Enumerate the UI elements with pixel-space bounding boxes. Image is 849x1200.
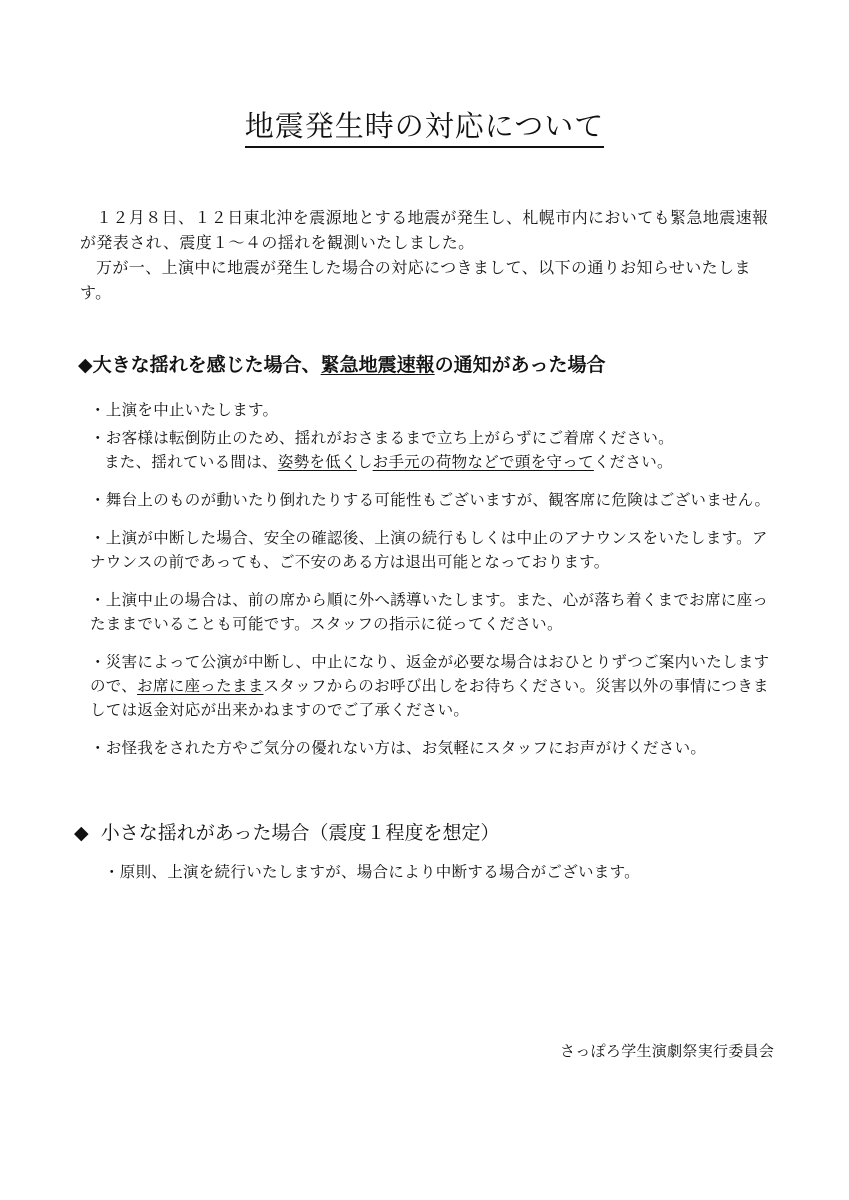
text: ・災害によって公演が中断し、中止になり、返金が必要な場合はおひとりずつご案内いたしますので、 [90,653,770,695]
section2-list [104,860,794,884]
list-item: ・原則、上演を続行いたしますが、場合により中断する場合がございます。 [104,863,640,881]
list-item: ・上演を中止いたします。 [90,401,279,419]
intro-paragraph-1: １２月８日、１２日東北沖を震源地とする地震が発生し、札幌市内においても緊急地震速報が発表され、震度１〜４の揺れを観測いたしました。 [80,208,769,252]
list-item: ・お怪我をされた方やご気分の優れない方は、お気軽にスタッフにお声がけください。 [90,739,707,757]
intro-text [80,205,770,305]
organizer-signature: さっぽろ学生演劇祭実行委員会 [560,1042,775,1060]
text: スタッフからのお呼び出しをお待ちください。災害以外の事情につきましては返金対応が出来かねますのでご了承ください。 [90,677,769,719]
section-heading-small-shaking [74,818,500,845]
section1-list [90,398,780,760]
list-item: ・上演が中断した場合、安全の確認後、上演の続行もしくは中止のアナウンスをいたします。アナウンスの前であっても、ご不安のある方は退出可能となっております。 [90,529,768,571]
heading-text: 小さな揺れがあった場合（震度１程度を想定） [100,822,500,844]
list-item-continuation [90,450,780,474]
heading-text-end: の通知があった場合 [434,354,606,376]
list-item: ・上演中止の場合は、前の席から順に外へ誘導いたします。また、心が落ち着くまでお席に座ったままでいることも可能です。スタッフの指示に従ってください。 [90,591,769,633]
section-heading-large-shaking [78,350,605,377]
heading-underlined-text: 緊急地震速報 [320,354,435,376]
heading-text: 大きな揺れを感じた場合、 [92,354,321,376]
underlined-text: お席に座ったまま [137,677,264,695]
underlined-text: お手元の荷物などで頭を守って [372,453,594,471]
list-item [90,650,780,722]
text: また、揺れている間は、 [104,453,278,471]
intro-paragraph-2: 万が一、上演中に地震が発生した場合の対応につきまして、以下の通りお知らせいたします。 [80,258,751,302]
underlined-text: 姿勢を低く [277,453,357,471]
text: ください。 [593,453,673,471]
text: し [356,453,373,471]
page-title-text: 地震発生時の対応について [245,109,604,148]
list-item: ・舞台上のものが動いたり倒れたりする可能性もございますが、観客席に危険はございません。 [90,491,771,509]
diamond-bullet-icon: ◆ [74,822,89,844]
diamond-bullet-icon: ◆ [78,354,93,376]
page-title [0,104,849,145]
list-item: ・お客様は転倒防止のため、揺れがおさまるまで立ち上がらずにご着席ください。 [90,429,674,447]
